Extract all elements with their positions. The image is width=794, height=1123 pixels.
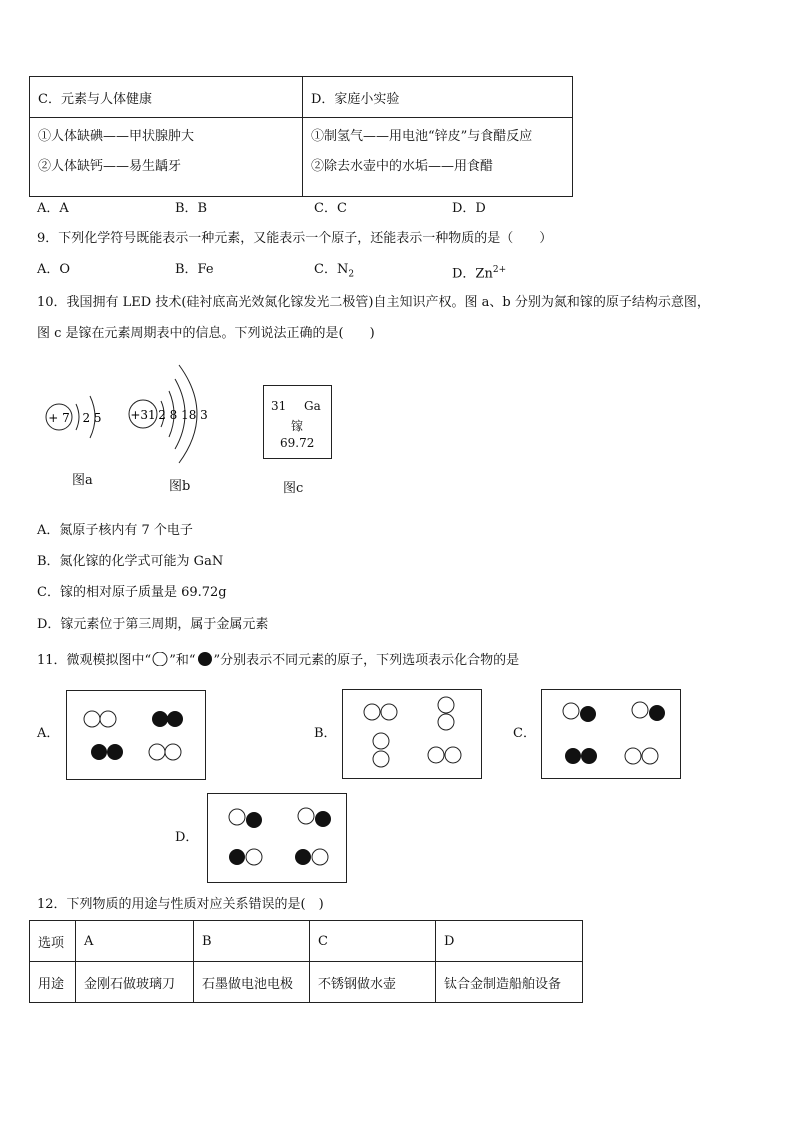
q11-label-c[interactable]: C． (513, 726, 536, 741)
use-cell: 金刚石做玻璃刀 (76, 962, 194, 1003)
q11-diagram-b[interactable] (342, 689, 482, 779)
q10-option-b[interactable]: B．氮化镓的化学式可能为 GaN (37, 554, 224, 569)
zn-superscript: 2+ (492, 265, 507, 275)
q11-diagram-c[interactable] (541, 689, 681, 779)
header-cell: D (436, 921, 583, 962)
c-item-1: ①人体缺碘——甲状腺肿大 (38, 129, 195, 144)
uses-table (29, 920, 583, 1003)
q11-diagram-a[interactable] (66, 690, 206, 780)
nucleus-charge: + 7 (48, 411, 70, 425)
q8-option-a[interactable]: A．A (37, 201, 69, 216)
q9-stem: 9．下列化学符号既能表示一种元素，又能表示一个原子，还能表示一种物质的是（ ） (37, 231, 553, 246)
q9-option-a[interactable]: A．O (37, 262, 71, 277)
q11-stem: 11．微观模拟图中“ ”和“ ”分别表示不同元素的原子，下列选项表示化合物的是 (37, 653, 520, 668)
electron-config: 2 8 18 3 (158, 408, 208, 422)
header-cell: A (76, 921, 194, 962)
c-item-2: ②人体缺钙——易生龋牙 (38, 159, 182, 174)
table-cell-c (30, 118, 303, 197)
use-cell: 石墨做电池电极 (194, 962, 310, 1003)
fig-a-caption: 图a (72, 473, 93, 488)
element-symbol: Ga (304, 399, 321, 413)
fig-c-caption: 图c (283, 481, 304, 496)
use-cell: 不锈钢做水壶 (310, 962, 436, 1003)
q9-option-d[interactable]: D．$Zn^{2+}$ (452, 265, 507, 282)
q10-option-d[interactable]: D．镓元素位于第三周期，属于金属元素 (37, 617, 269, 632)
d-item-1: ①制氢气——用电池“锌皮”与食醋反应 (311, 129, 533, 144)
element-name: 镓 (291, 419, 304, 433)
use-cell: 钛合金制造船舶设备 (436, 962, 583, 1003)
q12-stem: 12．下列物质的用途与性质对应关系错误的是( ) (37, 897, 324, 912)
q11-label-b[interactable]: B． (314, 726, 337, 741)
n-subscript: 2 (348, 269, 355, 280)
white-atom-icon (151, 652, 169, 666)
d-item-2: ②除去水壶中的水垢——用食醋 (311, 159, 494, 174)
q10-stem-line1: 10．我国拥有 LED 技术(硅衬底高光效氮化镓发光二极管)自主知识产权。图 a、b 分别为氮和镓的原子结构示意图， (37, 295, 710, 310)
header-cell: B (194, 921, 310, 962)
electron-config: 2 5 (82, 411, 102, 425)
row-label-cell: 用途 (30, 962, 76, 1003)
q10-option-c[interactable]: C．镓的相对原子质量是 69.72g (37, 585, 227, 600)
nucleus-charge: +31 (130, 408, 156, 422)
q11-label-a[interactable]: A． (37, 726, 60, 741)
periodic-table-cell (263, 385, 332, 459)
table-cell-d (303, 118, 573, 197)
electron-shell (76, 404, 79, 430)
q10-option-a[interactable]: A．氮原子核内有 7 个电子 (37, 523, 193, 538)
nitrogen-atom-diagram (40, 380, 120, 455)
fig-b-caption: 图b (169, 479, 191, 494)
health-experiment-table (29, 76, 573, 197)
black-atom-icon (196, 652, 214, 666)
q11-label-d[interactable]: D． (175, 830, 199, 845)
atomic-number: 31 (271, 399, 287, 413)
table-header-d: D．家庭小实验 (303, 77, 573, 118)
gallium-atom-diagram (123, 355, 223, 475)
q9-option-c[interactable]: C．$N_2$ (314, 262, 355, 280)
q8-option-d[interactable]: D．D (452, 201, 486, 216)
header-cell: C (310, 921, 436, 962)
q8-option-b[interactable]: B．B (175, 201, 208, 216)
q8-option-c[interactable]: C．C (314, 201, 347, 216)
atomic-mass: 69.72 (280, 436, 315, 450)
q9-option-b[interactable]: B．Fe (175, 262, 214, 277)
q11-diagram-d[interactable] (207, 793, 347, 883)
header-cell: 选项 (30, 921, 76, 962)
q10-stem-line2: 图 c 是镓在元素周期表中的信息。下列说法正确的是( ) (37, 326, 375, 341)
table-header-c: C．元素与人体健康 (30, 77, 303, 118)
